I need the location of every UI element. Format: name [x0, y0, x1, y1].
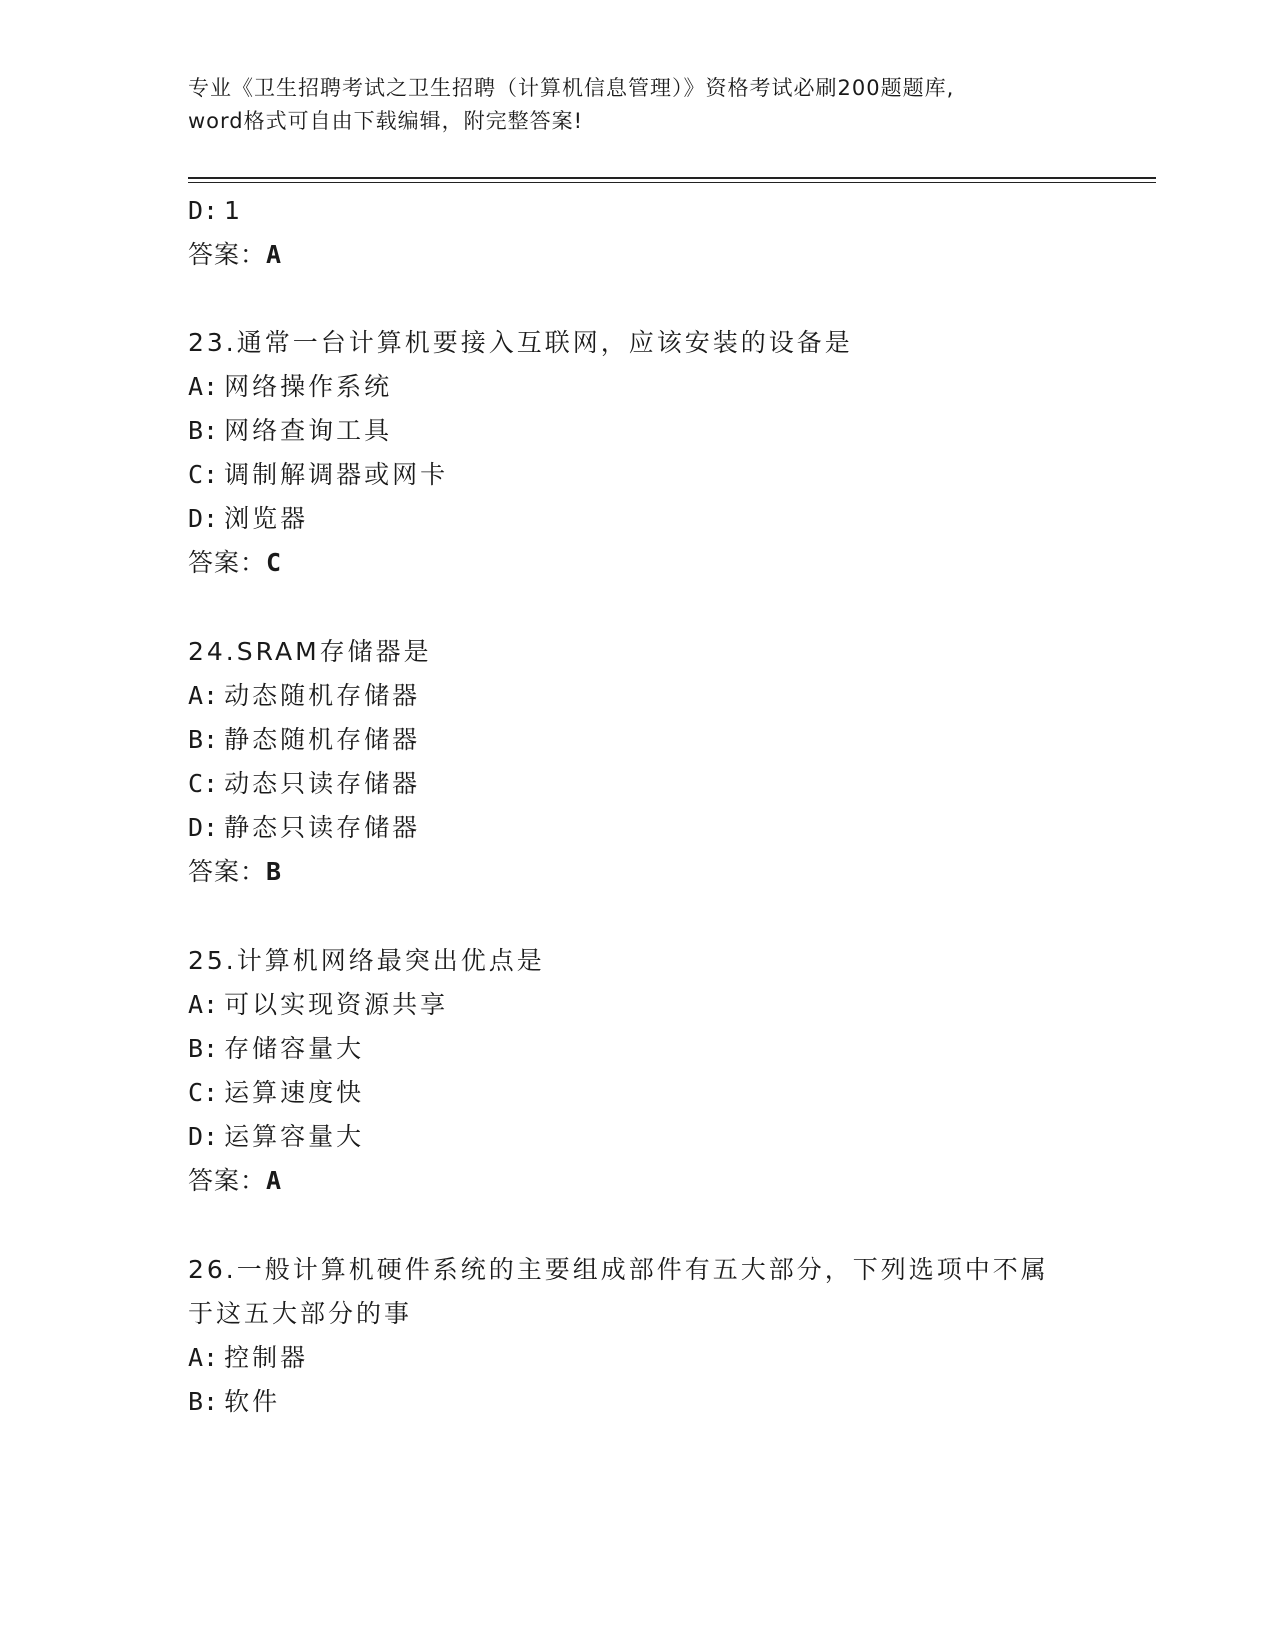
option-text: 可以实现资源共享	[224, 990, 449, 1019]
answer-value: C	[266, 548, 283, 577]
answer-label: 答案：	[188, 548, 267, 577]
option-label: A:	[188, 372, 219, 401]
option-label: B:	[188, 725, 219, 754]
option-label: C:	[188, 1078, 219, 1107]
option-label: C:	[188, 460, 219, 489]
option-text: 静态只读存储器	[224, 813, 421, 842]
option-text: 网络操作系统	[224, 372, 393, 401]
question-25-option-c	[188, 1077, 364, 1109]
answer-value: A	[266, 240, 283, 269]
option-text: 1	[224, 196, 244, 225]
option-text: 静态随机存储器	[224, 725, 421, 754]
header-line-2: word格式可自由下载编辑，附完整答案!	[188, 109, 584, 133]
option-label: D:	[188, 504, 219, 533]
option-text: 存储容量大	[224, 1034, 365, 1063]
header-line-1: 专业《卫生招聘考试之卫生招聘（计算机信息管理）》资格考试必刷200题题库,	[188, 76, 955, 100]
question-24-option-d	[188, 812, 420, 844]
answer-value: B	[266, 857, 283, 886]
question-23-option-b	[188, 415, 392, 447]
question-23-option-a	[188, 371, 392, 403]
option-text: 动态只读存储器	[224, 769, 421, 798]
option-label: A:	[188, 1343, 219, 1372]
header-divider-thin	[188, 182, 1156, 183]
header-divider-thick	[188, 177, 1156, 179]
answer-label: 答案：	[188, 240, 267, 269]
question-23-answer	[188, 547, 282, 579]
question-24-text: 24.SRAM存储器是	[188, 637, 432, 666]
answer-value: A	[266, 1166, 283, 1195]
option-label: B:	[188, 416, 219, 445]
question-26-option-a	[188, 1342, 308, 1374]
question-23-option-d	[188, 503, 308, 535]
question-25-text: 25.计算机网络最突出优点是	[188, 946, 545, 975]
question-24-option-c	[188, 768, 420, 800]
option-label: D:	[188, 813, 219, 842]
option-label: D:	[188, 1122, 219, 1151]
answer-label: 答案：	[188, 857, 267, 886]
option-text: 运算速度快	[224, 1078, 365, 1107]
question-24-option-b	[188, 724, 420, 756]
option-d	[188, 195, 243, 227]
question-26-text-line-2: 于这五大部分的事	[188, 1299, 413, 1328]
question-25-option-b	[188, 1033, 364, 1065]
question-26-option-b	[188, 1386, 280, 1418]
option-text: 网络查询工具	[224, 416, 393, 445]
option-label: C:	[188, 769, 219, 798]
option-label: B:	[188, 1387, 219, 1416]
question-25-option-d	[188, 1121, 364, 1153]
question-26-text-line-1: 26.一般计算机硬件系统的主要组成部件有五大部分，下列选项中不属	[188, 1255, 1049, 1284]
option-label: A:	[188, 990, 219, 1019]
option-text: 调制解调器或网卡	[224, 460, 449, 489]
option-text: 控制器	[224, 1343, 309, 1372]
question-23-text: 23.通常一台计算机要接入互联网，应该安装的设备是	[188, 328, 853, 357]
option-label: A:	[188, 681, 219, 710]
answer-label: 答案：	[188, 1166, 267, 1195]
document-header	[188, 72, 1088, 138]
option-text: 运算容量大	[224, 1122, 365, 1151]
question-25-answer	[188, 1165, 282, 1197]
option-text: 软件	[224, 1387, 281, 1416]
question-23-option-c	[188, 459, 448, 491]
answer	[188, 239, 282, 271]
option-label: D:	[188, 196, 219, 225]
option-label: B:	[188, 1034, 219, 1063]
question-24-option-a	[188, 680, 420, 712]
option-text: 动态随机存储器	[224, 681, 421, 710]
question-25-option-a	[188, 989, 448, 1021]
option-text: 浏览器	[224, 504, 309, 533]
question-24-answer	[188, 856, 282, 888]
